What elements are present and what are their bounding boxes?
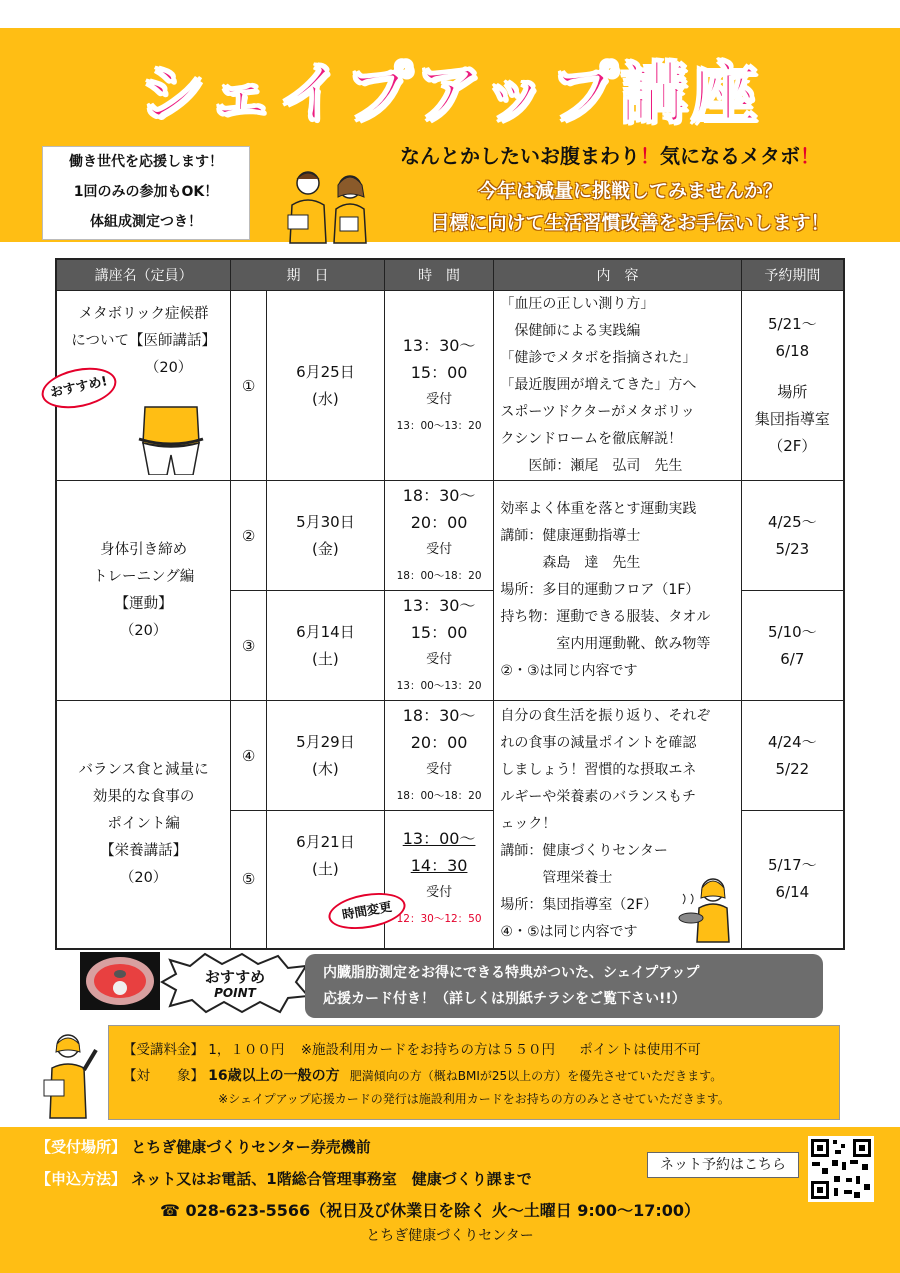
- course-name-line: （20）: [119, 869, 168, 886]
- target-line: [123, 1064, 722, 1085]
- apply-value: ネット又はお電話、1階総合管理事務室 健康づくり課まで: [131, 1170, 532, 1188]
- date-text: 5月29日: [296, 732, 355, 751]
- content-line: 自分の食生活を振り返り、それぞ: [500, 707, 711, 724]
- content-line: ④・⑤は同じ内容です: [500, 923, 638, 940]
- reception-time: 13：00〜13：20: [396, 419, 482, 432]
- subheading-line2: 今年は減量に挑戦してみませんか？: [477, 180, 782, 202]
- point-line: 内臓脂肪測定をお得にできる特典がついた、シェイプアップ: [323, 965, 700, 981]
- time-cell: [384, 701, 494, 811]
- period-end: 6/18: [775, 342, 810, 360]
- period-start: 5/10〜: [767, 622, 817, 641]
- time-cell: [384, 591, 494, 701]
- date-cell: [267, 291, 385, 481]
- period-start: 5/21〜: [767, 315, 817, 333]
- content-line: 管理栄養士: [500, 869, 613, 886]
- content-line: 医師：瀬尾 弘司 先生: [500, 458, 683, 474]
- reception-label: 受付: [426, 761, 453, 777]
- session-number: ②: [231, 481, 267, 591]
- day-text: (金): [312, 539, 339, 558]
- period-end: 6/14: [775, 883, 810, 902]
- date-text: 6月14日: [296, 622, 355, 641]
- course-name-line: 効果的な食事の: [92, 788, 195, 805]
- point-badge-top: おすすめ: [204, 968, 266, 986]
- target-label: 【対 象】: [123, 1068, 204, 1084]
- course-name-line: （20）: [119, 622, 168, 639]
- course-name-line: 身体引き締め: [100, 541, 188, 558]
- guide-staff-icon: [38, 1030, 104, 1120]
- header-time: 時 間: [384, 259, 494, 291]
- header-content: 内 容: [494, 259, 741, 291]
- table-header-row: [56, 259, 844, 291]
- course-name-line: ポイント編: [107, 815, 180, 832]
- reception-label: 受付: [426, 651, 453, 667]
- content-line: 場所：多目的運動フロア（1F）: [500, 582, 700, 598]
- content-line: ェック！: [500, 815, 557, 832]
- qr-code-icon[interactable]: [808, 1136, 874, 1202]
- time-cell: [384, 811, 494, 949]
- schedule-table: [48, 258, 845, 950]
- day-text: (土): [312, 860, 339, 878]
- apply-label: 【申込方法】: [36, 1170, 127, 1188]
- course-name-line: 【栄養講話】: [100, 842, 188, 859]
- content-line: 持ち物：運動できる服装、タオル: [500, 609, 711, 625]
- period-start: 4/24〜: [767, 732, 817, 751]
- cooking-staff-icon: [677, 874, 739, 944]
- reception-label: 受付: [426, 885, 453, 901]
- period-start: 5/17〜: [767, 856, 817, 875]
- time-change-badge: 時間変更: [325, 887, 408, 934]
- time-start: 18：30〜: [402, 705, 476, 725]
- subhead-text: なんとかしたいお腹まわり: [400, 144, 640, 168]
- fee-line: [123, 1038, 701, 1058]
- period-cell: [741, 701, 844, 811]
- period-end: 5/23: [775, 539, 810, 558]
- period-start: 4/25〜: [767, 512, 817, 531]
- exclaim-mark: ！: [800, 144, 820, 168]
- table-row: [56, 701, 844, 811]
- content-line: しましょう！習慣的な摂取エネ: [500, 761, 697, 778]
- session-number: ①: [231, 291, 267, 481]
- period-end: 5/22: [775, 759, 810, 778]
- period-end: 6/7: [780, 649, 805, 668]
- time-cell: [384, 291, 494, 481]
- table-row: [56, 291, 844, 481]
- period-cell: [741, 811, 844, 949]
- course-name-line: について【医師講話】: [71, 333, 216, 349]
- target-value: 16歳以上の一般の方: [208, 1068, 340, 1084]
- content-line: 室内用運動靴、飲み物等: [500, 636, 711, 652]
- date-text: 6月25日: [296, 362, 355, 381]
- course-name-line: トレーニング編: [92, 568, 195, 585]
- subhead-text: 気になるメタボ: [660, 144, 800, 168]
- day-text: (木): [312, 759, 339, 778]
- subheading-line3: 目標に向けて生活習慣改善をお手伝いします！: [430, 212, 830, 234]
- session-number: ⑤: [231, 811, 267, 949]
- content-line: 場所：集団指導室（2F）: [500, 896, 658, 913]
- point-badge-bottom: POINT: [214, 986, 256, 1000]
- day-text: (水): [312, 389, 339, 408]
- header-date: 期 日: [231, 259, 385, 291]
- time-start: 13：30〜: [402, 335, 476, 355]
- table-row: [56, 481, 844, 591]
- date-text: 5月30日: [296, 512, 355, 531]
- course-name-line: （20）: [144, 360, 193, 376]
- phone-text[interactable]: 028-623-5566（祝日及び休業日を除く 火〜土曜日 9:00〜17:00）: [185, 1201, 700, 1220]
- net-booking-label: ネット予約はこちら: [647, 1152, 799, 1178]
- content-cell: [494, 701, 741, 949]
- date-cell: [267, 481, 385, 591]
- course-name-cell: [56, 701, 231, 949]
- ct-scan-icon: [80, 952, 160, 1010]
- place-label: 場所: [777, 383, 808, 401]
- session-number: ④: [231, 701, 267, 811]
- content-line: 森島 達 先生: [500, 555, 641, 571]
- date-text: 6月21日: [296, 833, 355, 851]
- header-course: 講座名（定員）: [56, 259, 231, 291]
- exclaim-mark: ！: [640, 144, 660, 168]
- target-note: 肥満傾向の方（概ねBMIが25以上の方）を優先させていただきます。: [349, 1069, 723, 1083]
- fee-point-note: ポイントは使用不可: [579, 1042, 701, 1058]
- time-start: 18：30〜: [402, 485, 476, 505]
- tagline: 1回のみの参加もOK！: [73, 184, 219, 200]
- reception-value: とちぎ健康づくりセンター券売機前: [131, 1138, 371, 1156]
- waist-measure-icon: [131, 403, 211, 475]
- time-start: 13：00〜: [402, 829, 476, 849]
- subheading-line1: [400, 140, 820, 169]
- reception-label: 受付: [426, 391, 453, 407]
- tagline: 体組成測定つき！: [90, 214, 202, 230]
- content-line: 講師：健康運動指導士: [500, 528, 641, 544]
- phone-line: [160, 1198, 700, 1221]
- date-cell: [267, 701, 385, 811]
- point-banner: [305, 954, 823, 1018]
- content-line: 「血圧の正しい測り方」: [500, 296, 655, 312]
- content-line: クシンドロームを徹底解説！: [500, 431, 683, 447]
- point-line: 応援カード付き！（詳しくは別紙チラシをご覧下さい!!）: [323, 991, 686, 1007]
- time-cell: [384, 481, 494, 591]
- header-period: 予約期間: [741, 259, 844, 291]
- time-start: 13：30〜: [402, 595, 476, 615]
- reception-line: [36, 1136, 371, 1157]
- course-name-cell: [56, 481, 231, 701]
- content-line: 「健診でメタボを指摘された」: [500, 350, 697, 366]
- time-end: 20：00: [410, 732, 468, 752]
- content-line: ルギーや栄養素のバランスもチ: [500, 788, 697, 805]
- content-line: 「最近腹囲が増えてきた」方へ: [500, 377, 697, 393]
- organization-name: とちぎ健康づくりセンター: [366, 1228, 534, 1244]
- day-text: (土): [312, 649, 339, 668]
- fee-info-box: [108, 1025, 840, 1120]
- page-title: シェイプアップ講座: [138, 55, 762, 132]
- content-line: 効率よく体重を落とす運動実践: [500, 501, 697, 517]
- period-cell: [741, 591, 844, 701]
- place-room: 集団指導室: [754, 410, 830, 428]
- phone-icon: ☎: [160, 1201, 180, 1220]
- course-name-cell: [48, 291, 231, 481]
- content-cell: [494, 481, 741, 701]
- period-cell: [741, 291, 844, 481]
- content-line: れの食事の減量ポイントを確認: [500, 734, 697, 751]
- date-cell: [267, 811, 393, 949]
- time-end: 14：30: [410, 856, 468, 876]
- course-name-line: 【運動】: [114, 595, 173, 612]
- apply-line: [36, 1168, 532, 1189]
- time-end: 15：00: [410, 362, 468, 382]
- reception-time: 12：30〜12：50: [396, 913, 482, 926]
- fee-value: 1，１００円: [208, 1042, 285, 1058]
- date-cell: [267, 591, 385, 701]
- time-end: 15：00: [410, 622, 468, 642]
- fee-note: ※施設利用カードをお持ちの方は５５０円: [300, 1042, 555, 1058]
- place-floor: （2F）: [768, 437, 817, 455]
- card-note: ※シェイプアップ応援カードの発行は施設利用カードをお持ちの方のみとさせていただきます。: [218, 1092, 730, 1106]
- reception-label: 受付: [426, 541, 453, 557]
- content-line: 講師：健康づくりセンター: [500, 842, 668, 859]
- tagline-box: [42, 146, 250, 240]
- fee-label: 【受講料金】: [123, 1042, 204, 1058]
- content-line: スポーツドクターがメタボリッ: [500, 404, 695, 420]
- course-name-line: メタボリック症候群: [78, 306, 209, 322]
- course-name-line: バランス食と減量に: [78, 761, 209, 778]
- tagline: 働き世代を応援します！: [69, 154, 223, 170]
- reception-label: 【受付場所】: [36, 1138, 127, 1156]
- recommend-badge: おすすめ!: [38, 362, 120, 415]
- content-line: ②・③は同じ内容です: [500, 663, 638, 679]
- content-line: 保健師による実践編: [500, 323, 641, 339]
- reception-time: 13：00〜13：20: [396, 679, 482, 692]
- content-cell: [494, 291, 741, 481]
- reception-time: 18：00〜18：20: [396, 789, 482, 802]
- reception-time: 18：00〜18：20: [396, 569, 482, 582]
- period-cell: [741, 481, 844, 591]
- session-number: ③: [231, 591, 267, 701]
- time-end: 20：00: [410, 512, 468, 532]
